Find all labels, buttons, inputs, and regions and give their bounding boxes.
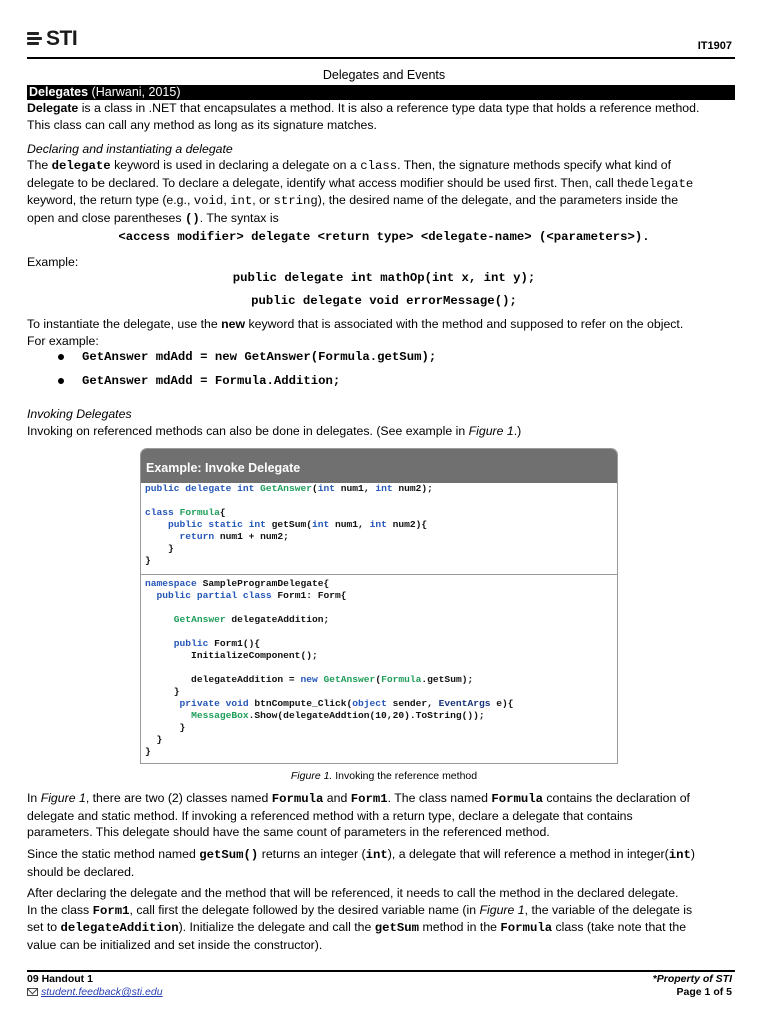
code-example-body: [141, 483, 617, 763]
code-line: MessageBox.Show(delegateAddtion(10,20).ToString());: [191, 710, 485, 721]
instantiate-text: keyword that is associated with the method and supposed to refer on the object.: [248, 317, 684, 331]
code-line: }: [145, 722, 186, 733]
invoking-text: .): [513, 424, 522, 438]
code-keyword: delegate: [51, 159, 111, 173]
para-text: ), a delegate that will reference a method in integer(: [387, 847, 669, 861]
property-notice: *Property of STI: [652, 973, 732, 985]
code-line: namespace SampleProgramDelegate{: [145, 578, 330, 589]
delegate-syntax: <access modifier> delegate <return type> <delegate-name> (<parameters>).: [118, 230, 650, 244]
declaring-text: . The syntax is: [199, 210, 279, 225]
figure-reference: Figure 1: [468, 424, 514, 438]
para-text: should be declared.: [27, 864, 135, 879]
document-title: Delegates and Events: [322, 68, 446, 82]
code-term: getSum: [374, 921, 420, 935]
para-text: After declaring the delegate and the method that will be referenced, it needs to call the method in the declared delegate.: [27, 886, 679, 900]
code-line: InitializeComponent();: [145, 650, 318, 661]
code-term: getSum(): [199, 848, 259, 862]
bullet-item: [60, 374, 340, 388]
bullet-item: [60, 350, 436, 364]
para-text: , call first the delegate followed by the desired variable name (in: [129, 902, 477, 917]
footer-rule: [27, 970, 735, 972]
figure-label: Figure 1.: [290, 770, 333, 782]
declaring-text: keyword is used in declaring a delegate on a: [114, 158, 357, 172]
sti-logo: [27, 28, 77, 49]
logo-stripes-icon: [27, 32, 43, 46]
para-text: value can be initialized and set inside the constructor).: [27, 937, 323, 952]
code-line: public partial class Form1: Form{: [156, 590, 347, 601]
intro-paragraph: [27, 100, 735, 133]
feedback-email-link[interactable]: [27, 986, 163, 998]
code-term: Formula: [271, 792, 324, 806]
code-line: public delegate int GetAnswer(int num1, int num2);: [145, 483, 433, 494]
bullet-icon: [58, 378, 64, 384]
getsum-paragraph: [27, 846, 735, 880]
declaring-steps-paragraph: [27, 885, 735, 953]
bullet-text: GetAnswer mdAdd = new GetAnswer(Formula.getSum);: [82, 350, 437, 364]
para-text: set to: [27, 920, 58, 934]
section-heading: Delegates: [29, 85, 89, 99]
para-text: delegate and static method. If invoking a referenced method with a return type, declare a delegate that contains: [27, 808, 633, 823]
declaring-subheading: Declaring and instantiating a delegate: [27, 142, 233, 156]
code-keyword: int: [230, 194, 253, 208]
code-keyword: delegate: [634, 176, 694, 191]
example-line-1: public delegate int mathOp(int x, int y);: [232, 271, 536, 285]
declaring-text: , or: [252, 193, 271, 207]
code-line: public static int getSum(int num1, int num2){: [168, 519, 428, 530]
para-text: contains the declaration of: [546, 791, 690, 805]
para-text: returns an integer (: [261, 847, 366, 861]
code-line: private void btnCompute_Click(object sender, EventArgs e){: [179, 698, 514, 709]
handout-label: 09 Handout 1: [27, 973, 93, 985]
figure-explanation-paragraph: [27, 790, 735, 841]
para-text: , there are two (2) classes named: [85, 791, 269, 805]
para-text: parameters. This delegate should have the same count of parameters in the referenced method.: [27, 825, 550, 839]
section-heading-bar: [27, 85, 735, 100]
code-line: GetAnswer delegateAddition;: [173, 614, 330, 625]
code-example-box: [140, 448, 618, 764]
figure-caption-text: Invoking the reference method: [335, 770, 478, 782]
logo-text: STI: [46, 27, 78, 50]
code-term: delegateAddition: [60, 921, 179, 935]
code-line: }: [145, 555, 151, 566]
code-line: class Formula{: [145, 507, 226, 518]
intro-line2: This class can call any method as long as its signature matches.: [27, 117, 377, 132]
course-code: IT1907: [697, 40, 732, 52]
intro-term: Delegate: [27, 101, 79, 115]
code-keyword: class: [360, 159, 398, 173]
bullet-text: GetAnswer mdAdd = Formula.Addition;: [82, 374, 341, 388]
code-term: Formula: [500, 921, 553, 935]
declaring-text: The: [27, 158, 49, 172]
para-text: method in the: [422, 920, 497, 934]
bullet-icon: [58, 354, 64, 360]
instantiate-paragraph: [27, 316, 735, 349]
para-text: class (take note that the: [555, 920, 687, 934]
declaring-text: ), the desired name of the delegate, and the parameters inside the: [317, 193, 679, 207]
figure-caption: [0, 770, 768, 782]
code-term: Form1: [350, 792, 388, 806]
section-citation: (Harwani, 2015): [91, 85, 181, 99]
code-term: Formula: [491, 792, 543, 806]
header-rule: [27, 57, 735, 59]
code-line: }: [145, 543, 174, 554]
code-term: int: [668, 848, 691, 862]
para-text: . The class named: [387, 791, 488, 805]
para-text: , the variable of the delegate is: [524, 902, 693, 917]
para-text: and: [326, 791, 348, 805]
code-line: }: [145, 686, 180, 697]
instantiate-keyword: new: [221, 317, 246, 331]
code-example-title: Example: Invoke Delegate: [146, 461, 301, 475]
example-line-2: public delegate void errorMessage();: [251, 294, 517, 308]
code-term: Form1: [92, 903, 130, 918]
para-text: ). Initialize the delegate and call the: [178, 920, 372, 934]
instantiate-text: For example:: [27, 333, 99, 348]
envelope-icon: [27, 988, 38, 996]
para-text: In the class: [27, 902, 90, 917]
para-text: In: [27, 791, 38, 805]
code-divider: [141, 574, 617, 575]
code-line: delegateAddition = new GetAnswer(Formula.getSum);: [145, 674, 474, 685]
declaring-text: . Then, the signature methods specify what kind of: [397, 158, 671, 172]
declaring-paragraph: The delegate keyword is used in declaring a delegate on a class. Then, the signature methods specify what kind of delegate to be declared. To declare a delegate, identify what access modifier should be used first. Then, call thedelegate keyword, the return type (e.g., void, int, or string), the desired name of the delegate, and the parameters inside the open and close parentheses (). The syntax is: [27, 158, 694, 226]
code-line: return num1 + num2;: [179, 531, 289, 542]
invoking-text: Invoking on referenced methods can also be done in delegates. (See example in: [27, 424, 466, 438]
code-line: public Form1(){: [173, 638, 261, 649]
intro-line1: is a class in .NET that encapsulates a method. It is also a reference type data type that holds a reference method.: [81, 101, 700, 115]
para-text: Since the static method named: [27, 847, 196, 861]
declaring-text: keyword, the return type (e.g.,: [27, 193, 191, 207]
feedback-email-text: student.feedback@sti.edu: [41, 986, 163, 998]
invoking-paragraph: [27, 423, 735, 440]
instantiate-text: To instantiate the delegate, use the: [27, 317, 218, 331]
code-keyword: (): [184, 211, 200, 226]
example-label: Example:: [27, 255, 79, 269]
code-example-header: [141, 449, 617, 483]
code-keyword: void: [193, 194, 224, 208]
para-text: ): [690, 847, 695, 861]
code-term: int: [365, 848, 388, 862]
code-keyword: string: [273, 194, 318, 208]
code-line: }: [145, 734, 163, 745]
declaring-text: open and close parentheses: [27, 210, 182, 225]
invoking-subheading: Invoking Delegates: [27, 407, 132, 421]
declaring-text: delegate to be declared. To declare a delegate, identify what access modifier should be used first. Then, call the: [27, 175, 635, 190]
figure-reference: Figure 1: [479, 902, 525, 917]
figure-reference: Figure 1: [40, 791, 86, 805]
code-line: }: [145, 746, 151, 757]
page-number: Page 1 of 5: [676, 986, 732, 998]
